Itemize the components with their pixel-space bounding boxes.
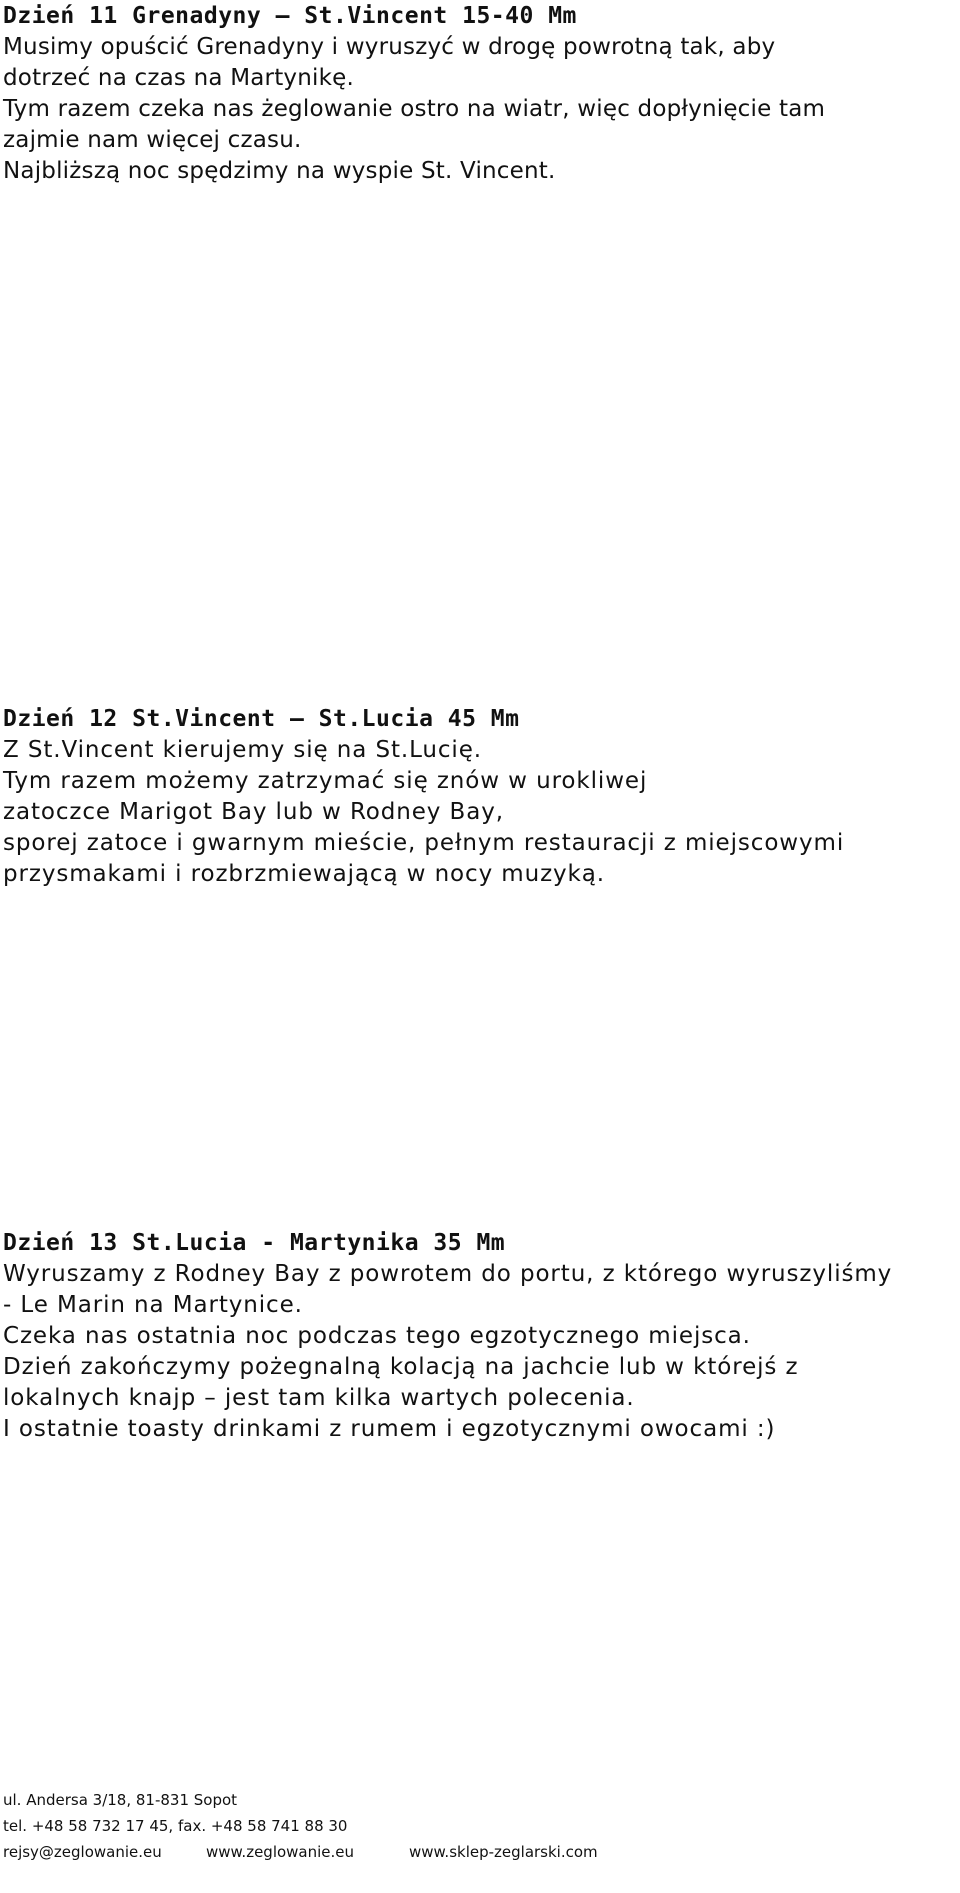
day-12-heading: Dzień 12 St.Vincent – St.Lucia 45 Mm (3, 706, 520, 732)
day-13-section (3, 1227, 953, 1445)
footer-shop-link[interactable]: www.sklep-zeglarski.com (409, 1843, 598, 1861)
footer-phone-fax: tel. +48 58 732 17 45, fax. +48 58 741 88 30 (3, 1817, 348, 1835)
day-12-text: Z St.Vincent kierujemy się na St.Lucię. Tym razem możemy zatrzymać się znów w urokliwej zatoczce Marigot Bay lub w Rodney Bay, sporej zatoce i gwarnym mieście, pełnym restauracji z miejscowymi przysmakami i rozbrzmiewającą w nocy muzyką. (3, 737, 845, 887)
page-footer (3, 1787, 953, 1865)
day-13-text: Wyruszamy z Rodney Bay z powrotem do portu, z którego wyruszyliśmy - Le Marin na Martynice. Czeka nas ostatnia noc podczas tego egzotycznego miejsca. Dzień zakończymy pożegnalną kolacją na jachcie lub w którejś z lokalnych knajp – jest tam kilka wartych polecenia. I ostatnie toasty drinkami z rumem i egzotycznymi owocami :) (3, 1261, 893, 1442)
footer-address: ul. Andersa 3/18, 81-831 Sopot (3, 1791, 238, 1809)
footer-email-link[interactable]: rejsy@zeglowanie.eu (3, 1843, 162, 1861)
day-12-section (3, 703, 953, 890)
footer-contact-links (3, 1839, 953, 1865)
day-11-heading: Dzień 11 Grenadyny – St.Vincent 15-40 Mm (3, 3, 577, 29)
day-13-heading: Dzień 13 St.Lucia - Martynika 35 Mm (3, 1230, 506, 1256)
footer-website-link[interactable]: www.zeglowanie.eu (206, 1843, 355, 1861)
day-11-section (3, 0, 953, 187)
day-11-text: Musimy opuścić Grenadyny i wyruszyć w drogę powrotną tak, aby dotrzeć na czas na Martynikę. Tym razem czeka nas żeglowanie ostro na wiatr, więc dopłynięcie tam zajmie nam więcej czasu. Najbliższą noc spędzimy na wyspie St. Vincent. (3, 34, 826, 184)
